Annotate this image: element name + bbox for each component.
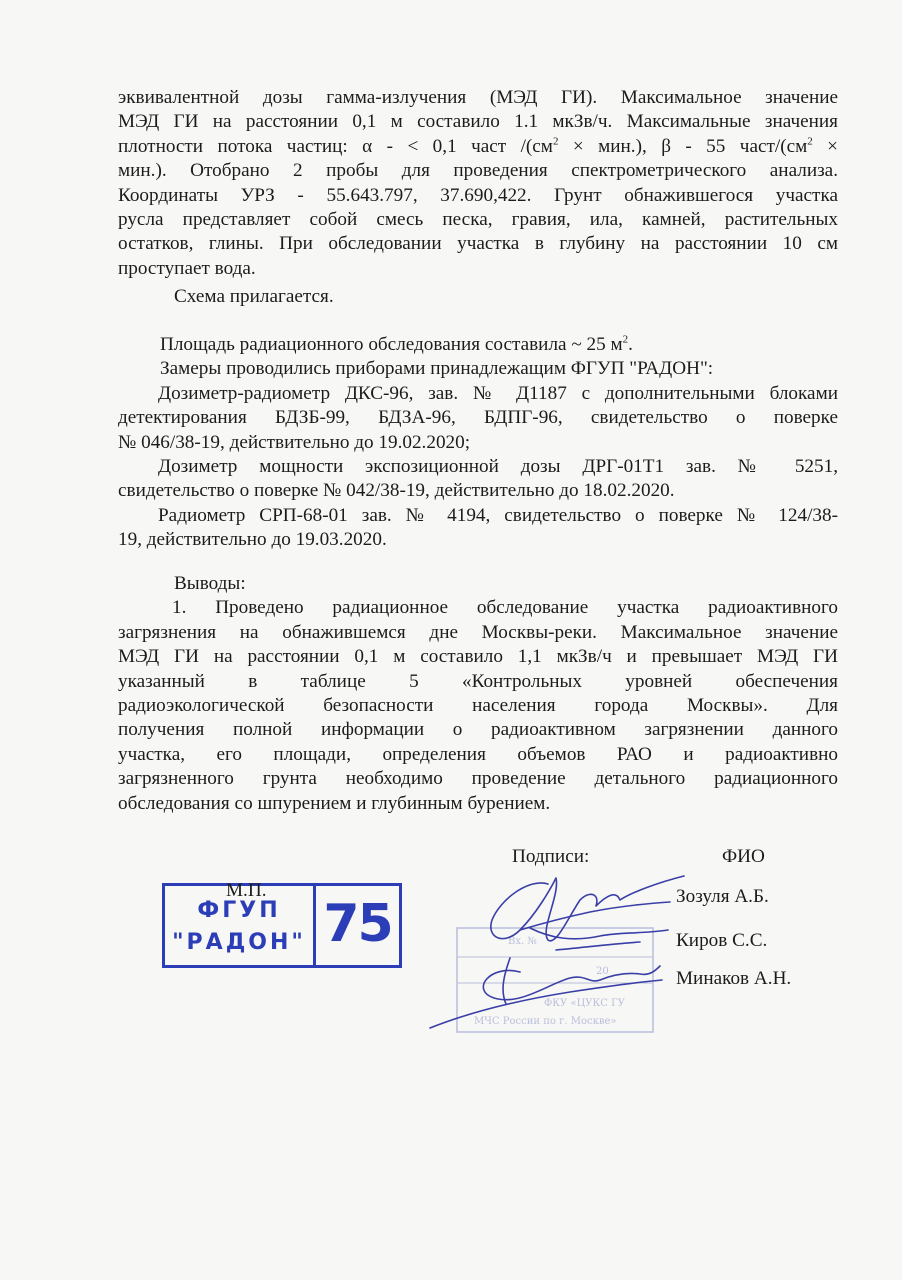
text-line: русла представляет собой смесь песка, гравия, ила, камней, растительных	[118, 209, 838, 231]
stamp-org-line1: ФГУП	[197, 898, 281, 923]
signer-name: Минаков А.Н.	[676, 968, 792, 989]
text-line: свидетельство о поверке № 042/38-19, действительно до 18.02.2020.	[118, 480, 675, 502]
text-line: МЭД ГИ на расстоянии 0,1 м составило 1,1 мкЗв/ч и превышает МЭД ГИ	[118, 646, 838, 668]
stamp-place-label: М.П.	[226, 880, 267, 901]
text-line: Координаты УРЗ - 55.643.797, 37.690,422. Грунт обнажившегося участка	[118, 184, 838, 206]
stamp-org-line2: "РАДОН"	[172, 930, 306, 955]
organization-stamp	[162, 883, 402, 968]
text-line: остатков, глины. При обследовании участка в глубину на расстоянии 10 см	[118, 233, 838, 255]
area-line: Площадь радиационного обследования составила ~ 25 $м^2$.	[160, 333, 633, 355]
text-line: Дозиметр мощности экспозиционной дозы ДРГ-01Т1 зав. № 5251,	[158, 456, 838, 478]
reg-org-line2: МЧС России по г. Москве»	[474, 1016, 617, 1027]
text-line: проступает вода.	[118, 257, 256, 279]
reg-number-label: Вх. №	[508, 936, 537, 947]
text-line: указанный в таблице 5 «Контрольных уровней обеспечения	[118, 670, 838, 692]
instruments-intro: Замеры проводились приборами принадлежащим ФГУП "РАДОН":	[160, 358, 714, 380]
text-line: 19, действительно до 19.03.2020.	[118, 529, 387, 551]
signatures-header: Подписи:	[512, 846, 590, 867]
text-line: Дозиметр-радиометр ДКС-96, зав. № Д1187 с дополнительными блоками	[158, 382, 838, 404]
text-line: 1. Проведено радиационное обследование участка радиоактивного	[172, 597, 838, 619]
text-line: получения полной информации о радиоактивном загрязнении данного	[118, 719, 838, 741]
text-line: № 046/38-19, действительно до 19.02.2020;	[118, 431, 471, 453]
text-line: МЭД ГИ на расстоянии 0,1 м составило 1.1 мкЗв/ч. Максимальные значения	[118, 111, 838, 133]
scheme-note	[118, 285, 838, 309]
conclusions	[118, 572, 838, 816]
signer-name: Киров С.С.	[676, 930, 768, 951]
text-line: плотности потока частиц: α - < 0,1 част $/(см^2 \times мин.)$, β - 55 част/($см^2$ ×	[118, 135, 838, 157]
paragraph-survey-results	[118, 86, 838, 281]
reg-org-line1: ФКУ «ЦУКС ГУ	[544, 998, 625, 1009]
text-line: эквивалентной дозы гамма-излучения (МЭД ГИ). Максимальное значение	[118, 87, 838, 108]
text-line: радиоэкологической безопасности населения города Москвы». Для	[118, 695, 838, 717]
scheme-text: Схема прилагается.	[174, 286, 334, 307]
text-line: участка, его площади, определения объемов РАО и радиоактивно	[118, 743, 838, 765]
text-line: загрязненного грунта необходимо проведение детального радиационного	[118, 768, 838, 790]
paragraph-instruments	[118, 333, 838, 553]
text-line: загрязнения на обнажившемся дне Москвы-реки. Максимальное значение	[118, 621, 838, 643]
stamp-number: 75	[323, 894, 392, 954]
conclusions-title: Выводы:	[174, 573, 246, 594]
signer-name: Зозуля А.Б.	[676, 886, 769, 907]
text-line: мин.). Отобрано 2 пробы для проведения спектрометрического анализа.	[118, 160, 838, 182]
text-line: обследования со шпурением и глубинным бурением.	[118, 792, 551, 814]
reg-year: 20	[596, 966, 609, 977]
registration-stamp	[456, 927, 656, 1035]
text-line: Радиометр СРП-68-01 зав. № 4194, свидетельство о поверке № 124/38-	[158, 504, 838, 526]
names-header: ФИО	[722, 846, 765, 867]
text-line: детектирования БДЗБ-99, БДЗА-96, БДПГ-96, свидетельство о поверке	[118, 407, 838, 429]
